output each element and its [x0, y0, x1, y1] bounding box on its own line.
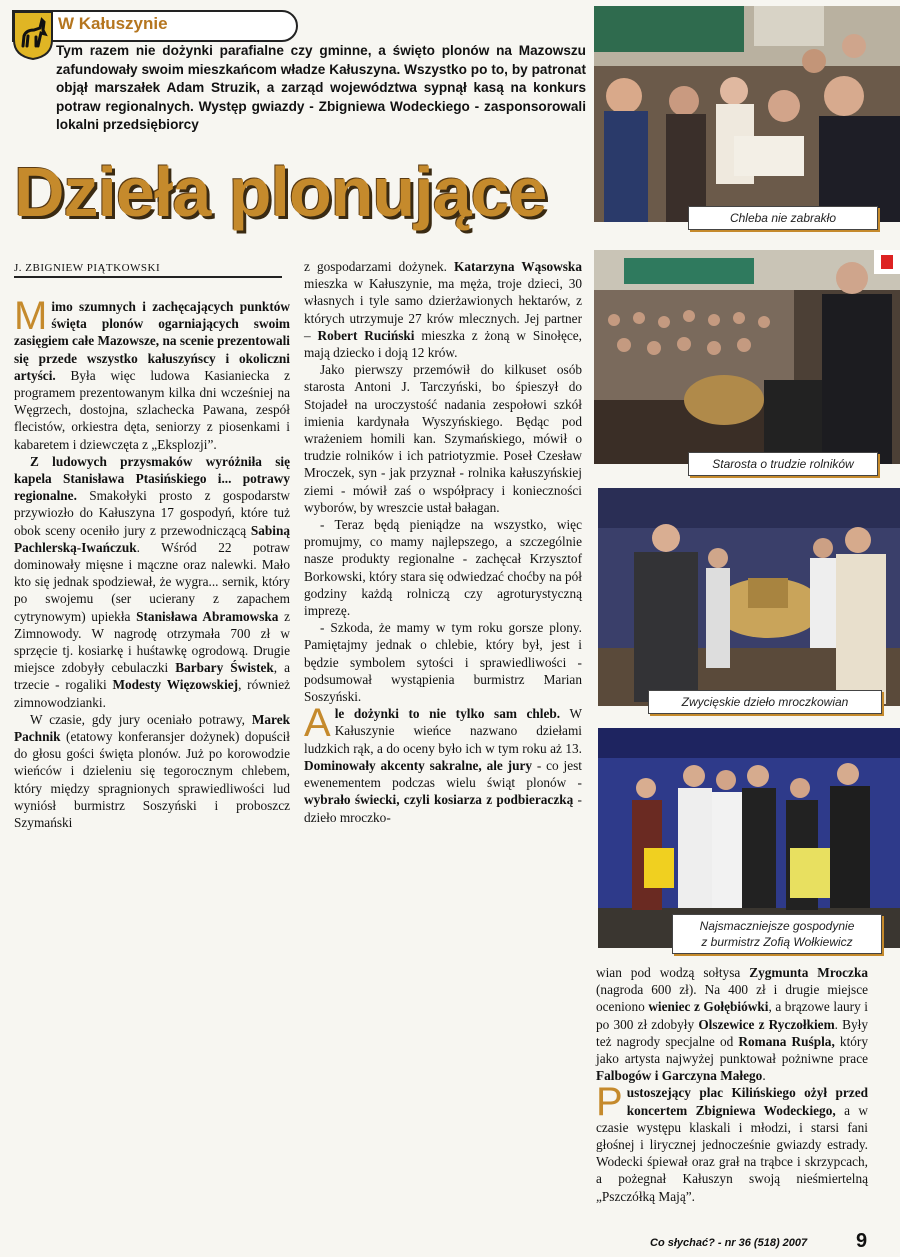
lead-paragraph: Tym razem nie dożynki parafialne czy gminne, a święto plonów na Mazowszu zafundowały swoim mieszkańcom władze Kałuszyna. Wszystko po to, by patronat objął marszałek Adam Struzik, a zarząd województwa sypnął kasą na konkurs potraw regionalnych. Występ gwiazdy - Zbigniewa Wodeckiego - zasponsorowali lokalni przedsiębiorcy — [56, 43, 586, 132]
caption-photo-4 — [672, 914, 882, 954]
article-column-1: Mimo szumnych i zachęcających punktów święta plonów ogarniających swoim zasięgiem całe Mazowsze, na scenie prezentowali się przede wszystko kałuszyńscy i okoliczni artyści. Była więc ludowa Kasianiecka z programem prezentowanym kilka dni wcześniej na Węgrzech, dostojna, szlachecka Pawana, zespół flecistów, orkiestra dęta, seniorzy z piosenkami i kabaretem i dziewczęta z „Eksplozji”. Z ludowych przysmaków wyróżniła się kapela Stanisława Ptasińskiego i... potrawy regionalne. Smakołyki prosto z gospodarstw przywiozło do Kałuszyna 17 gospodyń, które tuż obok sceny oceniło jury z przewodniczącą Sabiną Pachlerską-Iwańczuk. Wśród 22 potraw dominowały mięsne i mączne oraz nalewki. Mało kto się jednak spodziewał, że wygra... sernik, który po swojemu (ser ucierany z zapachem cytrynowym) upiekła Stanisława Abramowska z Zimnowody. W nagrodę otrzymała 700 zł w sprzęcie tj. kosiarkę i huśtawkę ogrodową. Drugie miejsce zdobyły cebulaczki Barbary Świstek, a trzecie - rogaliki Modesty Więzowskiej, również zimnowodzianki. W czasie, gdy jury oceniało potrawy, Marek Pachnik (etatowy konferansjer dożynek) dopuścił do głosu gości święta plonów. Już po korowodzie wieńców i dzieleniu się tegorocznym chlebem, który między spragnionych sprawiedliwości lud wyniósł burmistrz Soszyński i proboszcz Szymański — [14, 294, 291, 831]
author-byline: J. ZBIGNIEW PIĄTKOWSKI — [14, 262, 282, 278]
footer-issue: Co słychać? - nr 36 (518) 2007 — [650, 1237, 808, 1249]
article-column-2: z gospodarzami dożynek. Katarzyna Wąsowska mieszka w Kałuszynie, ma męża, troje dzieci, 30 własnych i tyle samo dzierżawionych hektarów, z których utrzymuje 27 krów mlecznych. Jej partner – Robert Ruciński mieszka z żoną w Sinołęce, mają dziecko i doją 12 krów. Jako pierwszy przemówił do kilkuset osób starosta Antoni J. Tarczyński, bo śpieszył do Stojadeł na uroczystość nadania zespołowi szkół imienia kardynała Wyszyńskiego. Będąc pod wrażeniem homili kan. Szymańskiego, mówił o trudzie rolników i ich patriotyzmie. Poseł Czesław Mroczek, syn - jak przyznał - rolnika kałuszyńskiej ziemi - mówił zaś o współpracy i konieczności wyborów, by wreszcie ustał bałagan. - Teraz będą pieniądze na wszystko, więc promujmy, co mamy najlepszego, a szczególnie nasze produkty regionalne - zachęcał Krzysztof Borkowski, który stara się odwiedzać choćby na pół godziny każdą rolniczą czy agroturystyczną imprezę. - Szkoda, że mamy w tym roku gorsze plony. Pamiętajmy jednak o chlebie, który był, jest i będzie symbolem sytości i sprawiedliwości - podsumował wystąpienia burmistrz Marian Soszyński. Ale dożynki to nie tylko sam chleb. W Kałuszynie wieńce nazwano dziełami ludzkich rąk, a do oceny było ich w tym roku aż 13. Dominowały akcenty sakralne, ale jury - co jest ewenementem podczas wielu świąt plonów - wybrało świecki, czyli kosiarza z podbieraczką - dzieło mroczko- — [304, 259, 582, 825]
caption-photo-4-line2: z burmistrz Zofią Wołkiewicz — [701, 935, 853, 949]
caption-photo-4-line1: Najsmaczniejsze gospodynie — [699, 919, 855, 933]
caption-photo-2: Starosta o trudzie rolników — [688, 452, 878, 476]
article-column-3: wian pod wodzą sołtysa Zygmunta Mroczka (nagroda 600 zł). Na 400 zł i drugie miejsce oceniono wieniec z Gołębiówki, a brązowe laury i po 300 zł zdobyły Olszewice z Ryczołkiem. Były też nagrody specjalne od Romana Ruśpla, który jako artysta najwyżej punktował pożniwne prace Falbogów i Garczyna Małego. Pustoszejący plac Kilińskiego ożył przed koncertem Zbigniewa Wodeckiego, a w czasie występu klaskali i młodzi, i starsi fani głośnej i lirycznej jednocześnie gwiazdy estrady. Wodecki śpiewał oraz grał na trąbce i skrzypcach, a pożegnał Kałuszyn swoją nieśmiertelną „Pszczółką Mają”. — [596, 965, 868, 1204]
photo-winning-crown — [598, 488, 900, 706]
headline: Dzieła plonujące — [14, 153, 547, 231]
caption-photo-3: Zwycięskie dzieło mroczkowian — [648, 690, 882, 714]
caption-photo-1: Chleba nie zabrakło — [688, 206, 878, 230]
page-number: 9 — [856, 1230, 868, 1252]
photo-starosta-speech — [594, 250, 900, 464]
section-label: W Kałuszynie — [58, 14, 168, 33]
goat-crest-icon — [12, 10, 54, 60]
photo-bread-sharing — [594, 6, 900, 222]
